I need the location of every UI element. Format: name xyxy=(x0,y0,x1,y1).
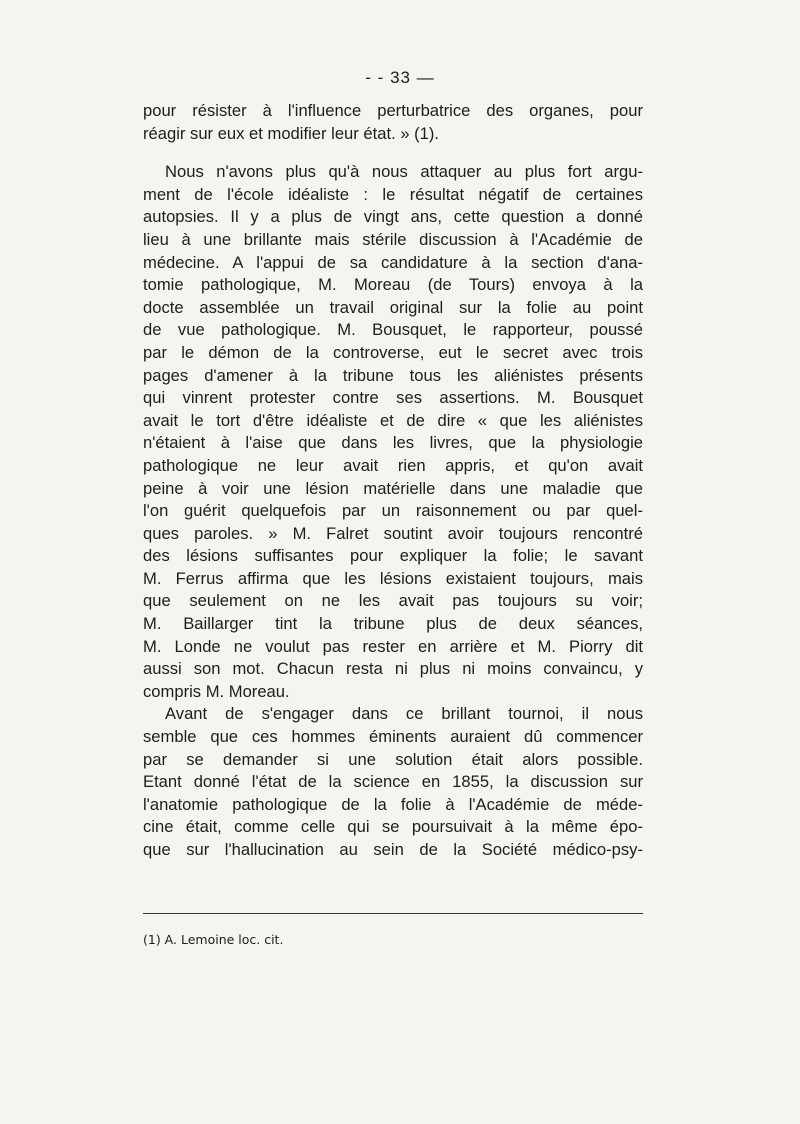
text-line: que seulement on ne les avait pas toujours su voir; xyxy=(143,591,643,611)
text-line: M. Ferrus affirma que les lésions existaient toujours, mais xyxy=(143,568,643,588)
text-line: pages d'amener à la tribune tous les aliénistes présents xyxy=(143,365,643,385)
text-line: qui vinrent protester contre ses assertions. M. Bousquet xyxy=(143,388,643,408)
text-line: l'anatomie pathologique de la folie à l'Académie de méde- xyxy=(143,794,643,814)
text-line: médecine. A l'appui de sa candidature à la section d'ana- xyxy=(143,252,643,272)
paragraph-3 xyxy=(143,703,643,861)
text-line: pathologique ne leur avait rien appris, et qu'on avait xyxy=(143,455,643,475)
text-line: l'on guérit quelquefois par un raisonnement ou par quel- xyxy=(143,501,643,521)
text-line: docte assemblée un travail original sur la folie au point xyxy=(143,297,643,317)
text-line: par se demander si une solution était alors possible. xyxy=(143,749,643,769)
text-line: des lésions suffisantes pour expliquer la folie; le savant xyxy=(143,546,643,566)
text-line: ques paroles. » M. Falret soutint avoir toujours rencontré xyxy=(143,523,643,543)
text-line: n'étaient à l'aise que dans les livres, que la physiologie xyxy=(143,433,643,453)
text-line: compris M. Moreau. xyxy=(143,681,290,701)
text-line: cine était, comme celle qui se poursuivait à la même épo- xyxy=(143,817,643,837)
text-line: Avant de s'engager dans ce brillant tournoi, il nous xyxy=(165,704,643,724)
footnote-divider xyxy=(143,913,643,914)
text-line: pour résister à l'influence perturbatrice des organes, pour xyxy=(143,101,643,120)
text-line: réagir sur eux et modifier leur état. » (1). xyxy=(143,123,440,143)
text-line: que sur l'hallucination au sein de la Société médico-psy- xyxy=(143,840,643,859)
text-line: semble que ces hommes éminents auraient dû commencer xyxy=(143,727,643,747)
text-line: autopsies. Il y a plus de vingt ans, cette question a donné xyxy=(143,207,643,227)
text-line: ment de l'école idéaliste : le résultat négatif de certaines xyxy=(143,184,643,204)
paragraph-1 xyxy=(143,100,643,145)
footnote: (1) A. Lemoine loc. cit. xyxy=(143,932,284,947)
text-line: avait le tort d'être idéaliste et de dire « que les aliénistes xyxy=(143,410,643,430)
text-line: M. Baillarger tint la tribune plus de deux séances, xyxy=(143,614,643,634)
text-line: aussi son mot. Chacun resta ni plus ni moins convaincu, y xyxy=(143,659,643,679)
text-line: lieu à une brillante mais stérile discussion à l'Académie de xyxy=(143,229,643,249)
text-line: Etant donné l'état de la science en 1855, la discussion sur xyxy=(143,772,643,792)
text-line: par le démon de la controverse, eut le secret avec trois xyxy=(143,342,643,362)
text-line: Nous n'avons plus qu'à nous attaquer au plus fort argu- xyxy=(165,162,643,182)
text-line: tomie pathologique, M. Moreau (de Tours) envoya à la xyxy=(143,275,643,295)
text-line: M. Londe ne voulut pas rester en arrière et M. Piorry dit xyxy=(143,636,643,656)
paragraph-2 xyxy=(143,161,643,703)
text-line: peine à voir une lésion matérielle dans une maladie que xyxy=(143,478,643,498)
page-number: - - 33 — xyxy=(365,68,435,87)
body-text xyxy=(143,100,643,862)
text-line: de vue pathologique. M. Bousquet, le rapporteur, poussé xyxy=(143,320,643,340)
